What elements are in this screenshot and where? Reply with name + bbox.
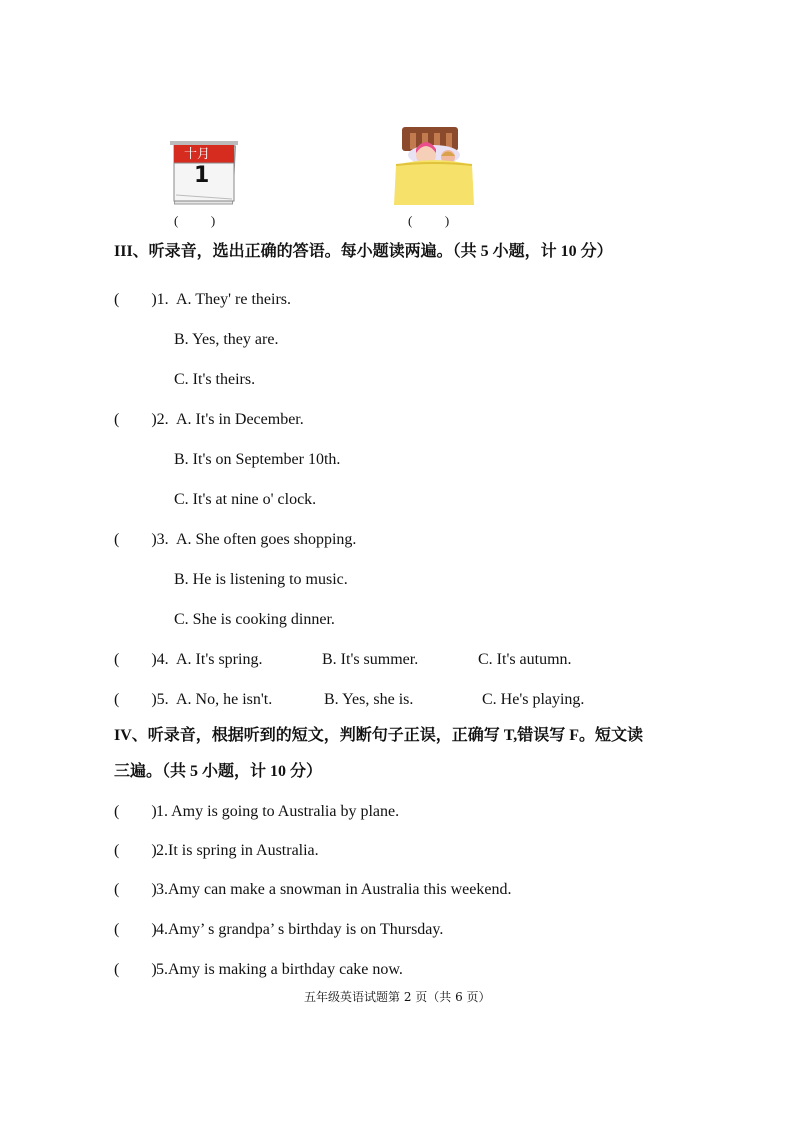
- question-5-option-a: A. No, he isn't.: [176, 691, 273, 708]
- question-1-option-a: A. They' re theirs.: [176, 291, 291, 308]
- question-4-option-b: B. It's summer.: [322, 651, 419, 668]
- calendar-day-text: 1: [194, 163, 210, 188]
- item-1-answer-blank[interactable]: ( ): [114, 803, 157, 820]
- section-3-heading: III、听录音，选出正确的答语。每小题读两遍。（共 5 小题，计 10 分）: [114, 243, 613, 260]
- item-3-text: 3.Amy can make a snowman in Australia this weekend.: [156, 881, 512, 898]
- question-1-option-b: B. Yes, they are.: [174, 331, 279, 348]
- calendar-month-text: 十月: [184, 147, 211, 162]
- item-4-text: 4.Amy’ s grandpa’ s birthday is on Thursday.: [156, 921, 444, 938]
- item-2-text: 2.It is spring in Australia.: [156, 842, 319, 859]
- item-2-answer-blank[interactable]: ( ): [114, 842, 157, 859]
- question-5-option-c: C. He's playing.: [482, 691, 585, 708]
- question-1-answer-blank[interactable]: ( )1.: [114, 291, 169, 308]
- question-3-option-c: C. She is cooking dinner.: [174, 611, 335, 628]
- sleeping-picture: [392, 125, 476, 207]
- question-4-option-a: A. It's spring.: [176, 651, 263, 668]
- question-1-option-c: C. It's theirs.: [174, 371, 256, 388]
- question-3-option-a: A. She often goes shopping.: [176, 531, 357, 548]
- question-2-option-c: C. It's at nine o' clock.: [174, 491, 317, 508]
- section-4-heading-line-1: IV、听录音，根据听到的短文，判断句子正误，正确写 T,错误写 F。短文读: [114, 727, 644, 744]
- question-2-option-a: A. It's in December.: [176, 411, 304, 428]
- question-4-option-c: C. It's autumn.: [478, 651, 572, 668]
- item-3-answer-blank[interactable]: ( ): [114, 881, 157, 898]
- question-5-option-b: B. Yes, she is.: [324, 691, 414, 708]
- question-4-answer-blank[interactable]: ( )4.: [114, 651, 169, 668]
- question-3-option-b: B. He is listening to music.: [174, 571, 348, 588]
- item-5-answer-blank[interactable]: ( ): [114, 961, 157, 978]
- calendar-picture: [166, 137, 242, 207]
- page-footer: 五年级英语试题第 2 页（共 6 页）: [304, 990, 491, 1004]
- item-4-answer-blank[interactable]: ( ): [114, 921, 157, 938]
- question-3-answer-blank[interactable]: ( )3.: [114, 531, 169, 548]
- picture-answer-blank-1[interactable]: ( ): [174, 213, 216, 228]
- item-1-text: 1. Amy is going to Australia by plane.: [156, 803, 400, 820]
- question-2-option-b: B. It's on September 10th.: [174, 451, 341, 468]
- item-5-text: 5.Amy is making a birthday cake now.: [156, 961, 403, 978]
- question-2-answer-blank[interactable]: ( )2.: [114, 411, 169, 428]
- section-4-heading-line-2: 三遍。（共 5 小题，计 10 分）: [114, 763, 323, 780]
- picture-answer-blank-2[interactable]: ( ): [408, 213, 450, 228]
- question-5-answer-blank[interactable]: ( )5.: [114, 691, 169, 708]
- child-sleeping-in-bed-icon: [392, 125, 476, 207]
